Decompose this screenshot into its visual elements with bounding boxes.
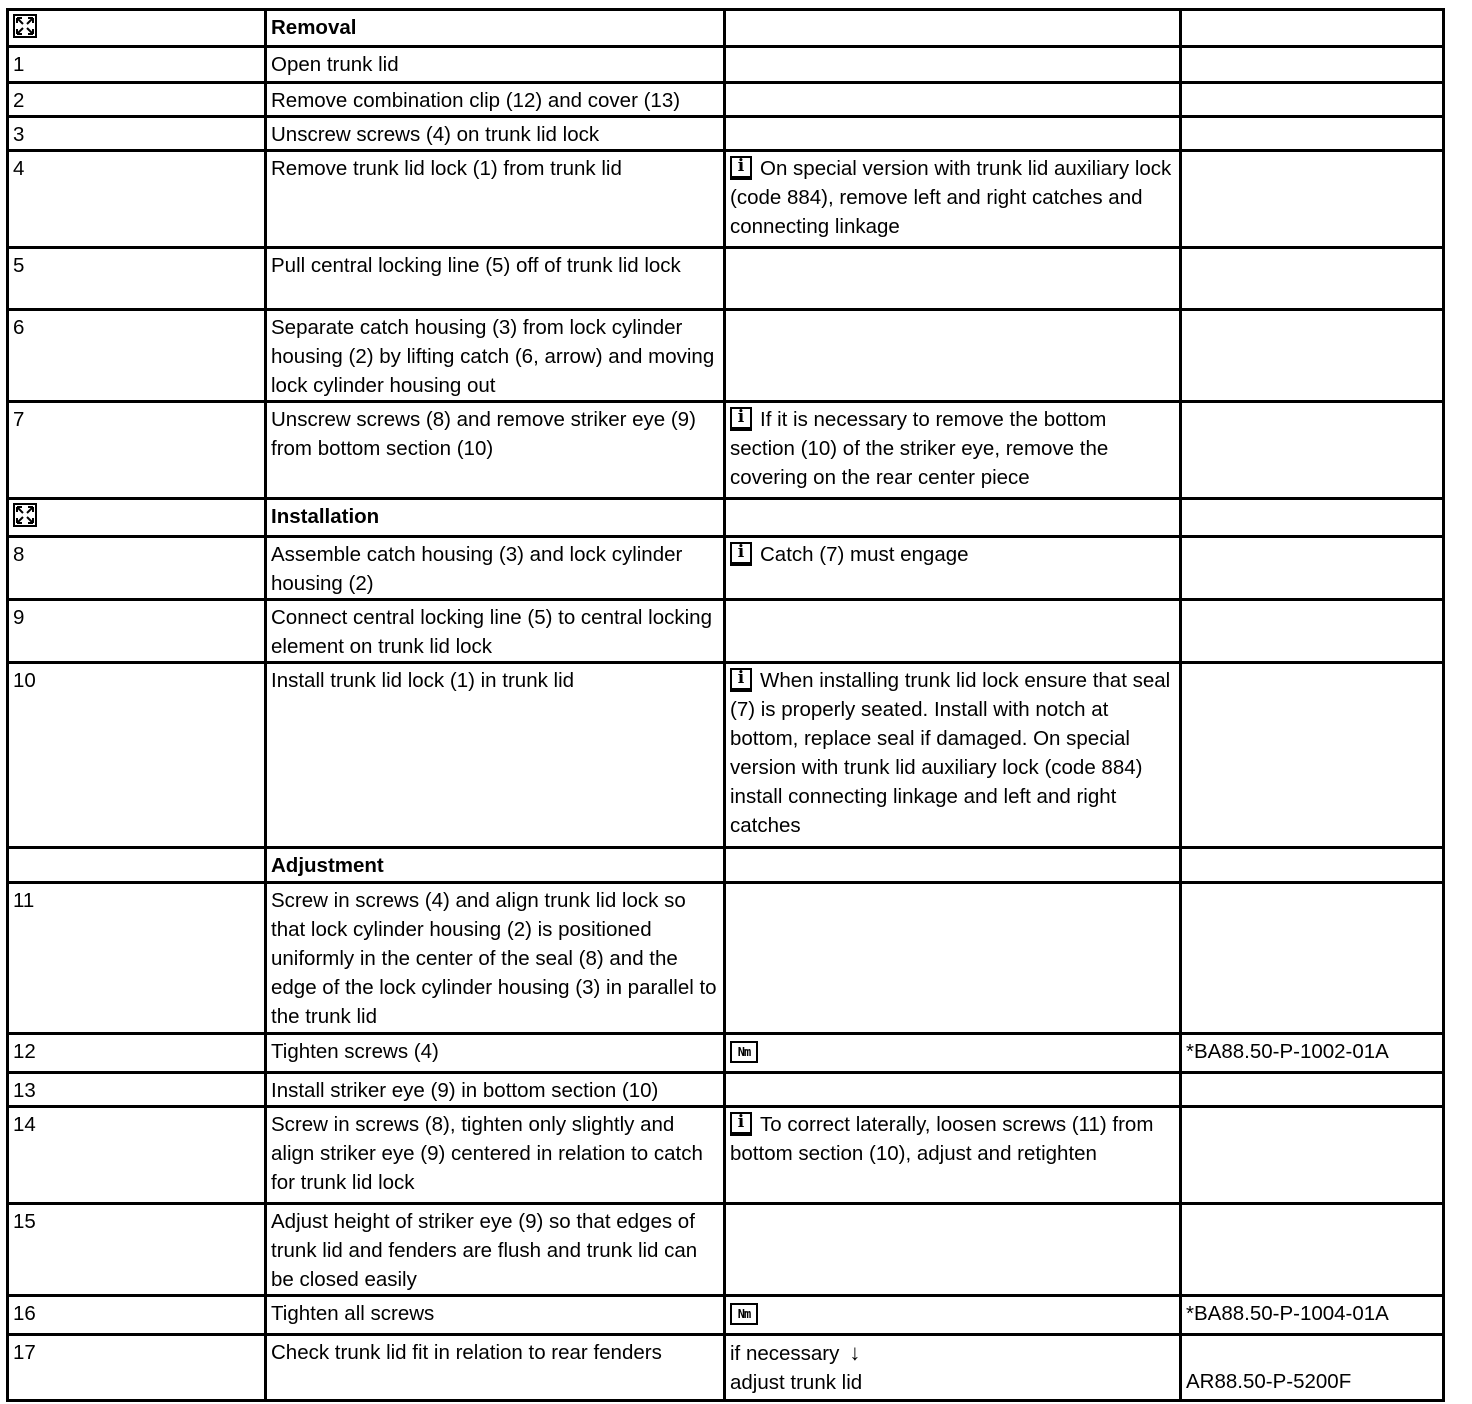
step-text: Remove trunk lid lock (1) from trunk lid [266, 151, 725, 248]
step-text: Assemble catch housing (3) and lock cylinder housing (2) [266, 537, 725, 600]
reference-cell [1181, 1335, 1444, 1401]
step-number: 8 [8, 537, 266, 600]
step-note [725, 1034, 1181, 1073]
reference-link[interactable]: AR88.50-P-5200F [1186, 1370, 1352, 1393]
section-title: Adjustment [266, 848, 725, 883]
step-text: Pull central locking line (5) off of trunk lid lock [266, 248, 725, 310]
info-icon: i [730, 542, 752, 564]
reference-link[interactable]: *BA88.50-P-1004-01A [1181, 1296, 1444, 1335]
step-row [8, 1073, 1444, 1107]
info-icon: i [730, 407, 752, 429]
step-note [725, 1107, 1181, 1204]
step-text: Unscrew screws (4) on trunk lid lock [266, 117, 725, 151]
step-text: Screw in screws (4) and align trunk lid lock so that lock cylinder housing (2) is positioned uniformly in the center of the seal (8) and the edge of the lock cylinder housing (3) in parallel to the trunk lid [266, 883, 725, 1034]
expand-arrows-icon[interactable] [13, 503, 37, 527]
step-note [725, 1335, 1181, 1401]
step-note [725, 151, 1181, 248]
step-number: 9 [8, 600, 266, 663]
step-note [725, 663, 1181, 848]
step-number: 14 [8, 1107, 266, 1204]
step-text: Tighten all screws [266, 1296, 725, 1335]
step-row [8, 310, 1444, 402]
step-number: 11 [8, 883, 266, 1034]
step-row [8, 402, 1444, 499]
step-text: Remove combination clip (12) and cover (13) [266, 83, 725, 117]
step-number: 17 [8, 1335, 266, 1401]
step-number: 10 [8, 663, 266, 848]
step-row [8, 1034, 1444, 1073]
step-number: 7 [8, 402, 266, 499]
note-text: To correct laterally, loosen screws (11) from bottom section (10), adjust and retighten [730, 1113, 1154, 1165]
section-row-removal [8, 10, 1444, 47]
section-title: Installation [266, 499, 725, 537]
expand-cell [8, 10, 266, 47]
step-number: 3 [8, 117, 266, 151]
step-note [725, 402, 1181, 499]
step-number: 13 [8, 1073, 266, 1107]
step-row [8, 1107, 1444, 1204]
step-row [8, 83, 1444, 117]
step-row [8, 47, 1444, 83]
note-text: When installing trunk lid lock ensure that seal (7) is properly seated. Install with notch at bottom, replace seal if damaged. On special version with trunk lid auxiliary lock (code 884) install connecting linkage and left and right catches [730, 669, 1171, 837]
torque-nm-icon: Nm [730, 1303, 758, 1325]
step-text: Screw in screws (8), tighten only slightly and align striker eye (9) centered in relation to catch for trunk lid lock [266, 1107, 725, 1204]
note-text: On special version with trunk lid auxiliary lock (code 884), remove left and right catches and connecting linkage [730, 157, 1172, 238]
step-text: Adjust height of striker eye (9) so that edges of trunk lid and fenders are flush and trunk lid can be closed easily [266, 1204, 725, 1296]
reference-link[interactable]: *BA88.50-P-1002-01A [1181, 1034, 1444, 1073]
info-icon: i [730, 668, 752, 690]
step-text: Tighten screws (4) [266, 1034, 725, 1073]
note-text: if necessary [730, 1342, 840, 1365]
step-text: Connect central locking line (5) to central locking element on trunk lid lock [266, 600, 725, 663]
step-text: Separate catch housing (3) from lock cylinder housing (2) by lifting catch (6, arrow) and moving lock cylinder housing out [266, 310, 725, 402]
step-row [8, 151, 1444, 248]
step-number: 12 [8, 1034, 266, 1073]
step-number: 5 [8, 248, 266, 310]
step-number: 16 [8, 1296, 266, 1335]
info-icon: i [730, 1112, 752, 1134]
step-row [8, 537, 1444, 600]
step-row [8, 1296, 1444, 1335]
step-row [8, 883, 1444, 1034]
info-icon: i [730, 156, 752, 178]
step-row [8, 1204, 1444, 1296]
expand-cell [8, 499, 266, 537]
step-number: 2 [8, 83, 266, 117]
step-text: Check trunk lid fit in relation to rear fenders [266, 1335, 725, 1401]
step-row [8, 117, 1444, 151]
note-text: Catch (7) must engage [760, 543, 969, 566]
section-row-installation [8, 499, 1444, 537]
section-row-adjustment [8, 848, 1444, 883]
step-number: 15 [8, 1204, 266, 1296]
procedure-table [6, 8, 1445, 1402]
note-text: If it is necessary to remove the bottom section (10) of the striker eye, remove the covering on the rear center piece [730, 408, 1109, 489]
step-row [8, 600, 1444, 663]
step-row [8, 663, 1444, 848]
step-text: Install striker eye (9) in bottom section (10) [266, 1073, 725, 1107]
arrow-down-icon: ↓ [849, 1340, 861, 1365]
note-text: adjust trunk lid [730, 1371, 863, 1394]
step-text: Open trunk lid [266, 47, 725, 83]
step-number: 6 [8, 310, 266, 402]
step-text: Install trunk lid lock (1) in trunk lid [266, 663, 725, 848]
step-number: 1 [8, 47, 266, 83]
step-text: Unscrew screws (8) and remove striker eye (9) from bottom section (10) [266, 402, 725, 499]
step-row [8, 1335, 1444, 1401]
step-row [8, 248, 1444, 310]
torque-nm-icon: Nm [730, 1041, 758, 1063]
section-title: Removal [266, 10, 725, 47]
step-note [725, 1296, 1181, 1335]
expand-arrows-icon[interactable] [13, 14, 37, 38]
step-number: 4 [8, 151, 266, 248]
step-note [725, 537, 1181, 600]
